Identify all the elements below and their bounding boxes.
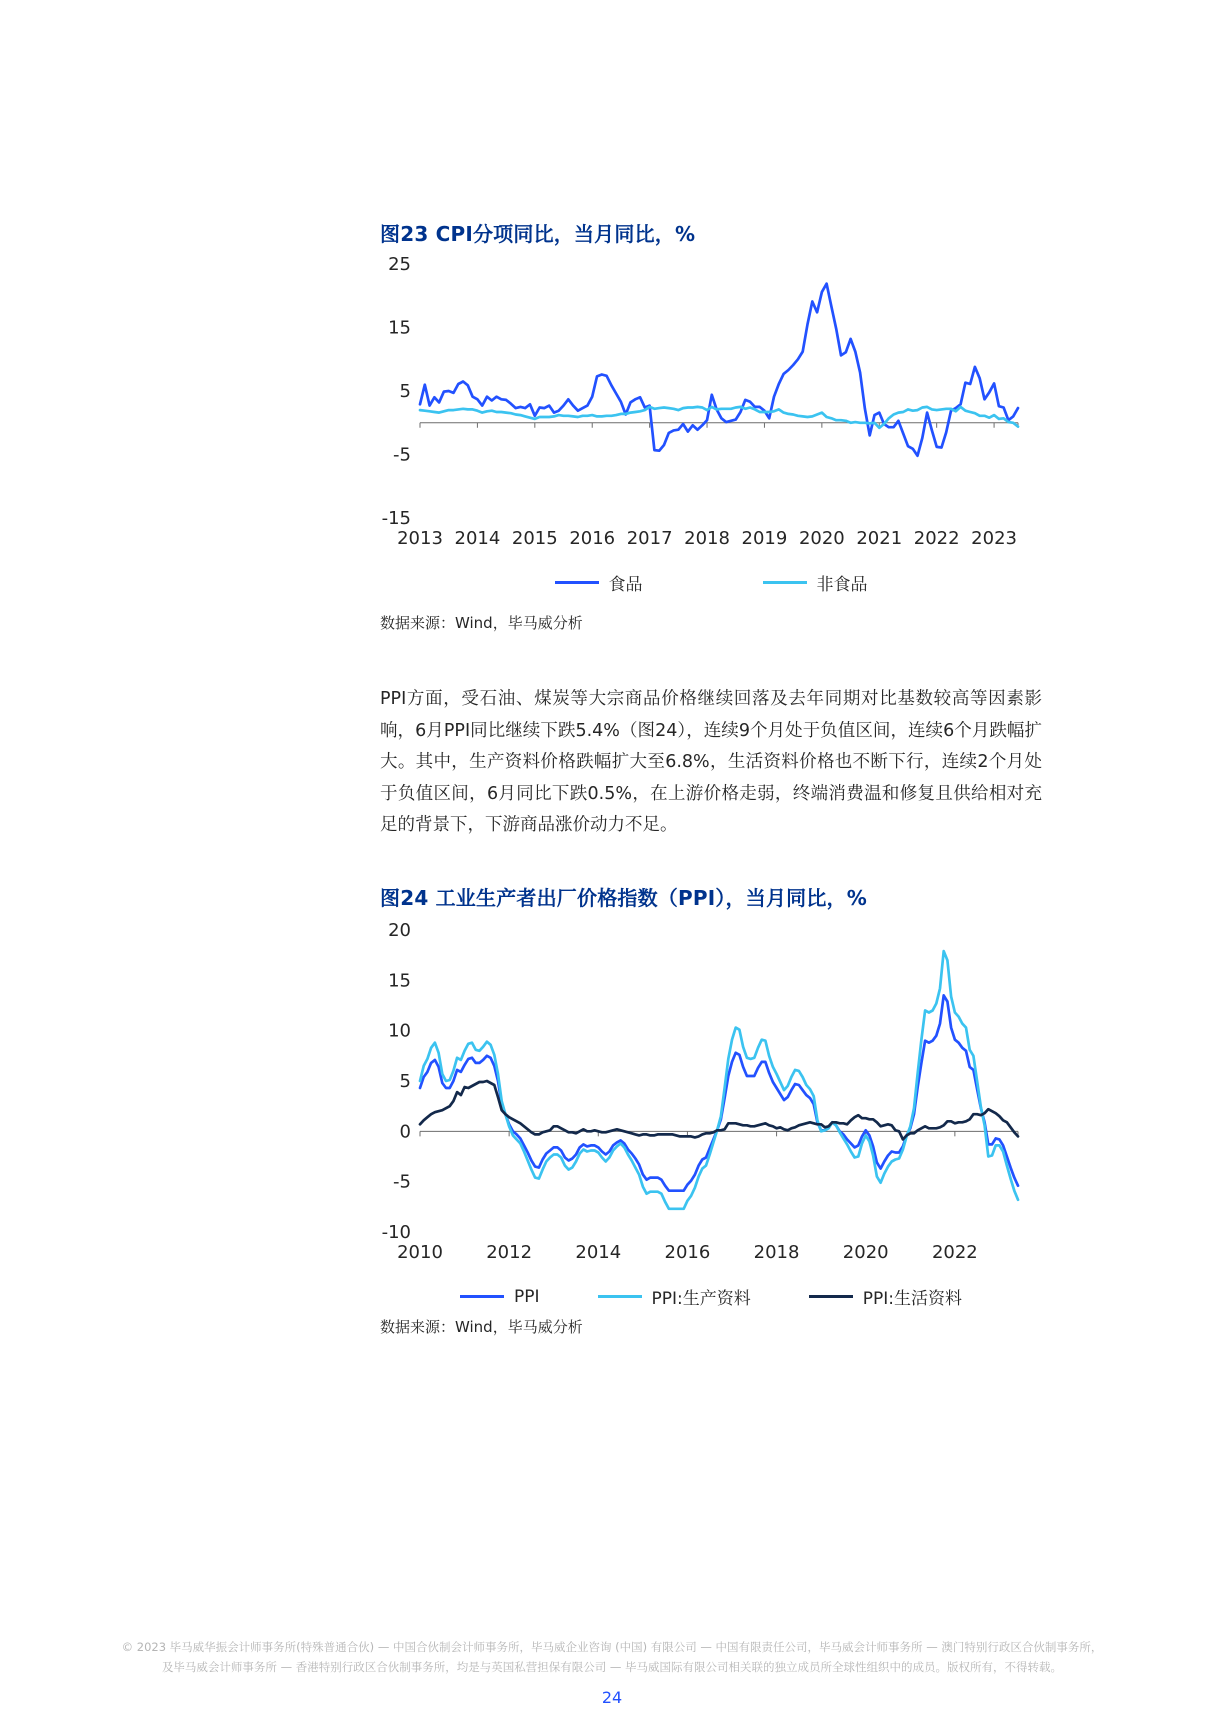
svg-text:15: 15	[388, 970, 411, 992]
svg-text:2013: 2013	[397, 528, 443, 549]
svg-text:2018: 2018	[684, 528, 730, 549]
svg-text:0: 0	[399, 1121, 411, 1143]
svg-text:-5: -5	[393, 1171, 411, 1193]
svg-text:2014: 2014	[454, 528, 501, 549]
legend-item-nonfood	[763, 570, 868, 595]
svg-text:2015: 2015	[511, 528, 558, 549]
svg-text:25: 25	[388, 254, 411, 275]
figure23-legend	[380, 570, 1042, 595]
svg-text:2016: 2016	[569, 528, 616, 549]
figure23-source: 数据来源：Wind，毕马威分析	[380, 614, 583, 632]
svg-text:-5: -5	[393, 444, 411, 466]
svg-text:2016: 2016	[664, 1242, 711, 1263]
svg-text:10: 10	[388, 1020, 411, 1042]
svg-text:2021: 2021	[856, 528, 903, 549]
legend-item-ppi	[460, 1287, 540, 1307]
svg-text:20: 20	[388, 920, 411, 941]
figure23-title: 图23 CPI分项同比，当月同比，%	[380, 222, 696, 246]
svg-text:2012: 2012	[486, 1242, 533, 1263]
copyright-footer	[0, 1638, 1224, 1677]
legend-label-ppi: PPI	[513, 1286, 540, 1307]
svg-text:-10: -10	[381, 1222, 411, 1243]
cpi-subitems-line-chart	[372, 252, 1028, 552]
svg-text:-15: -15	[381, 508, 411, 529]
svg-text:2014: 2014	[575, 1242, 622, 1263]
figure24-source: 数据来源：Wind，毕马威分析	[380, 1318, 583, 1336]
svg-text:2023: 2023	[971, 528, 1017, 549]
legend-label-producer-goods: PPI:生产资料	[651, 1289, 751, 1309]
legend-item-producer-goods	[598, 1284, 751, 1309]
legend-label-nonfood: 非食品	[816, 575, 868, 595]
figure24-title: 图24 工业生产者出厂价格指数（PPI），当月同比，%	[380, 886, 867, 910]
legend-item-food	[555, 570, 643, 595]
nonfood-line-swatch	[763, 581, 807, 584]
legend-label-food: 食品	[608, 575, 643, 595]
ppi-line-swatch	[460, 1295, 504, 1298]
page-number: 24	[601, 1688, 623, 1707]
svg-text:5: 5	[399, 381, 411, 402]
svg-text:2010: 2010	[397, 1242, 443, 1263]
svg-text:2018: 2018	[753, 1242, 800, 1263]
legend-label-consumer-goods: PPI:生活资料	[862, 1289, 963, 1309]
copyright-line-2: 及毕马威会计师事务所 — 香港特别行政区合伙制事务所，均是与英国私营担保有限公司 — 毕马威国际有限公司相关联的独立成员所全球性组织中的成员。版权所有，不得转载。	[161, 1659, 1063, 1674]
figure24-legend	[380, 1284, 1042, 1309]
legend-item-consumer-goods	[809, 1284, 962, 1309]
svg-text:15: 15	[388, 317, 411, 339]
consumer-goods-line-swatch	[809, 1295, 853, 1298]
svg-text:2020: 2020	[842, 1242, 889, 1263]
body-paragraph: PPI方面，受石油、煤炭等大宗商品价格继续回落及去年同期对比基数较高等因素影响，6月PPI同比继续下跌5.4%（图24），连续9个月处于负值区间，连续6个月跌幅扩大。其中，生产资料价格跌幅扩大至6.8%，生活资料价格也不断下行，连续2个月处于负值区间，6月同比下跌0.5%，在上游价格走弱，终端消费温和修复且供给相对充足的背景下，下游商品涨价动力不足。	[380, 689, 1042, 835]
svg-text:2017: 2017	[626, 528, 673, 549]
ppi-line-chart	[372, 918, 1028, 1266]
food-line-swatch	[555, 581, 599, 584]
svg-text:2019: 2019	[741, 528, 788, 549]
svg-text:2022: 2022	[913, 528, 960, 549]
svg-text:2020: 2020	[798, 528, 845, 549]
copyright-line-1: © 2023 毕马威华振会计师事务所(特殊普通合伙) — 中国合伙制会计师事务所，毕马威企业咨询 (中国) 有限公司 — 中国有限责任公司，毕马威会计师事务所 — 澳门特别行政区合伙制事务所，	[121, 1640, 1103, 1654]
svg-text:5: 5	[399, 1071, 411, 1092]
svg-text:2022: 2022	[931, 1242, 978, 1263]
producer-goods-line-swatch	[598, 1295, 642, 1298]
